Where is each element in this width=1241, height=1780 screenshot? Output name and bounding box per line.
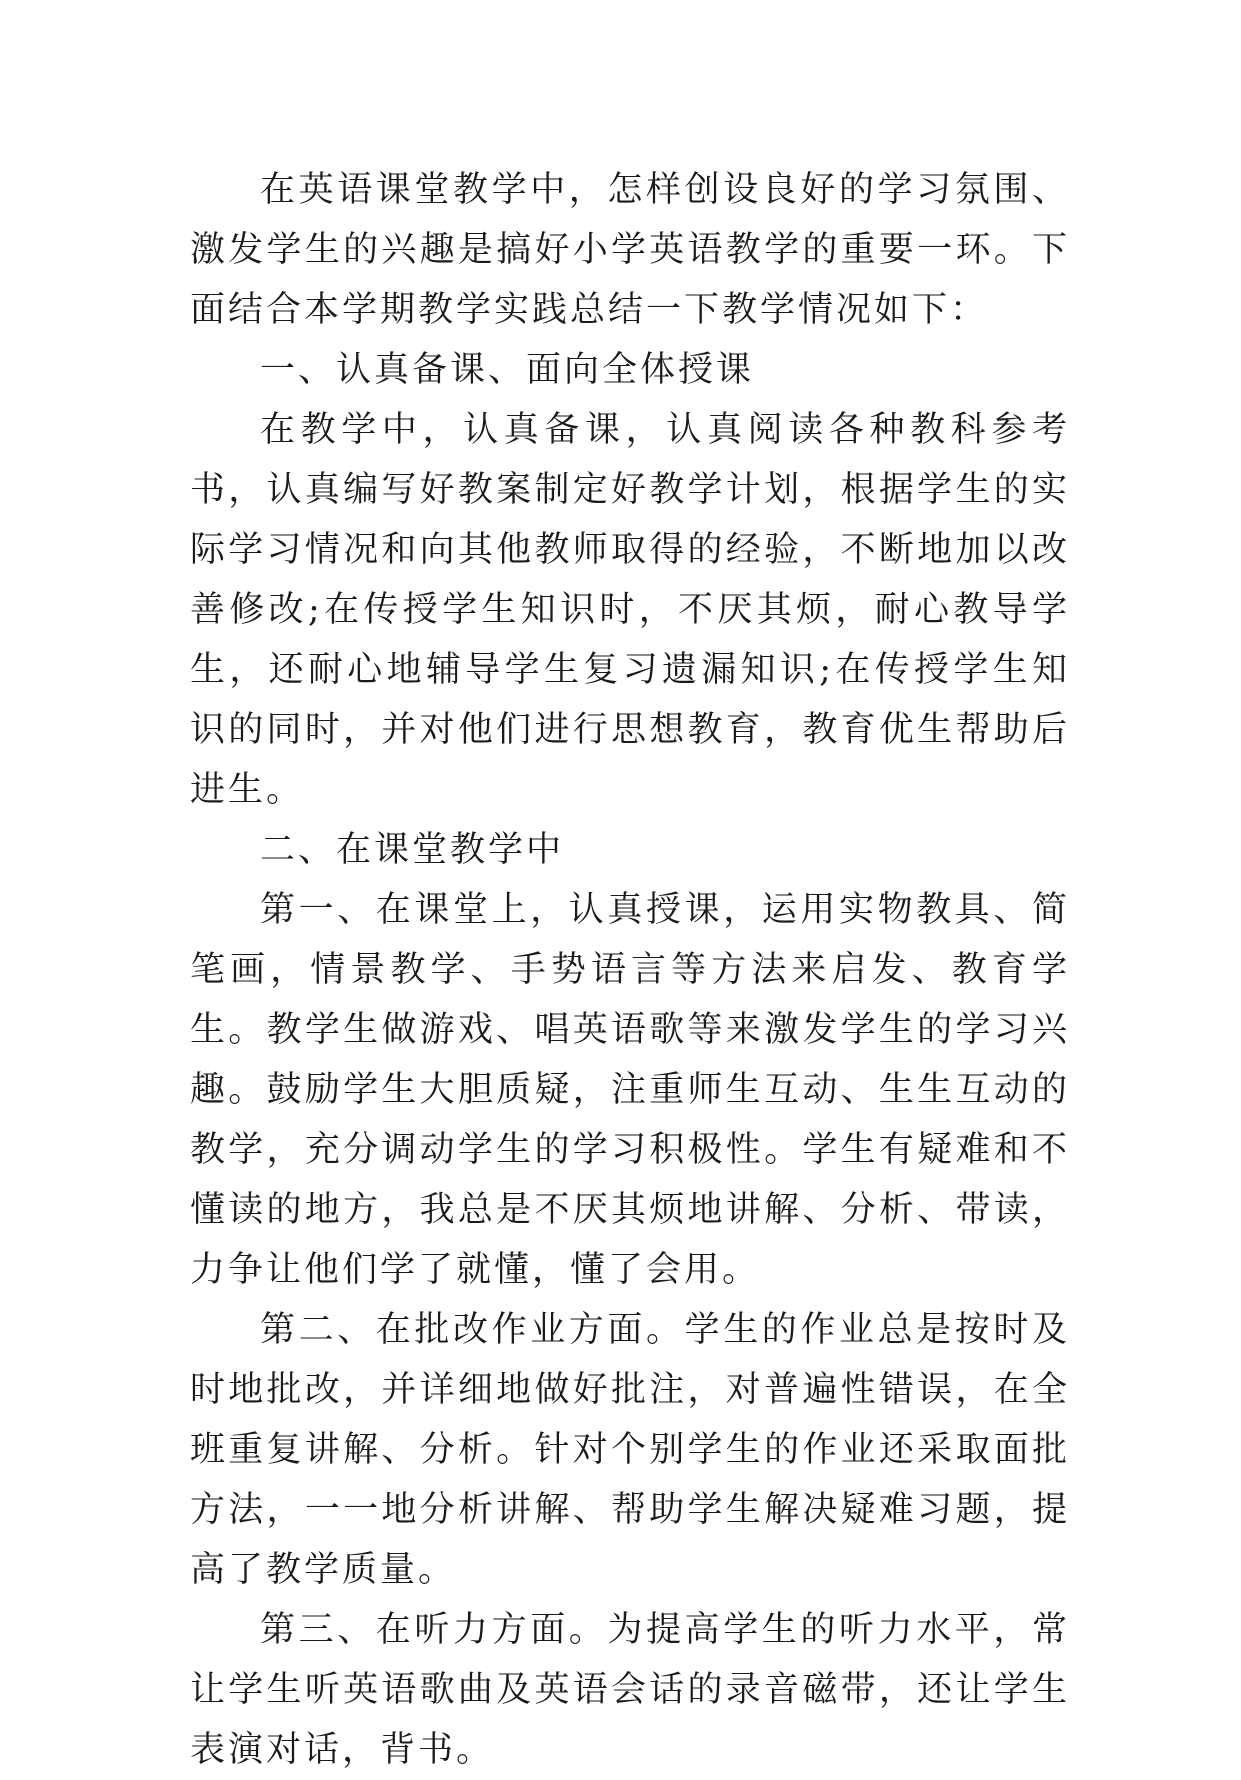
section-heading-2: 二、在课堂教学中: [260, 830, 565, 870]
section-heading-1: 一、认真备课、面向全体授课: [260, 350, 755, 390]
intro-paragraph: 在英语课堂教学中，怎样创设良好的学习氛围、激发学生的兴趣是搞好小学英语教学的重要一环。下面结合本学期教学实践总结一下教学情况如下：: [190, 170, 1070, 330]
body-paragraph: 第一、在课堂上，认真授课，运用实物教具、简笔画，情景教学、手势语言等方法来启发、教育学生。教学生做游戏、唱英语歌等来激发学生的学习兴趣。鼓励学生大胆质疑，注重师生互动、生生互动的教学，充分调动学生的学习积极性。学生有疑难和不懂读的地方，我总是不厌其烦地讲解、分析、带读，力争让他们学了就懂，懂了会用。: [190, 890, 1070, 1290]
document-body: [190, 160, 1070, 1780]
body-paragraph: 在教学中，认真备课，认真阅读各种教科参考书，认真编写好教案制定好教学计划，根据学生的实际学习情况和向其他教师取得的经验，不断地加以改善修改;在传授学生知识时，不厌其烦，耐心教导学生，还耐心地辅导学生复习遗漏知识;在传授学生知识的同时，并对他们进行思想教育，教育优生帮助后进生。: [190, 410, 1070, 810]
body-paragraph: 第三、在听力方面。为提高学生的听力水平，常让学生听英语歌曲及英语会话的录音磁带，还让学生表演对话，背书。: [190, 1610, 1070, 1770]
body-paragraph: 第二、在批改作业方面。学生的作业总是按时及时地批改，并详细地做好批注，对普遍性错误，在全班重复讲解、分析。针对个别学生的作业还采取面批方法，一一地分析讲解、帮助学生解决疑难习题，提高了教学质量。: [190, 1310, 1070, 1590]
